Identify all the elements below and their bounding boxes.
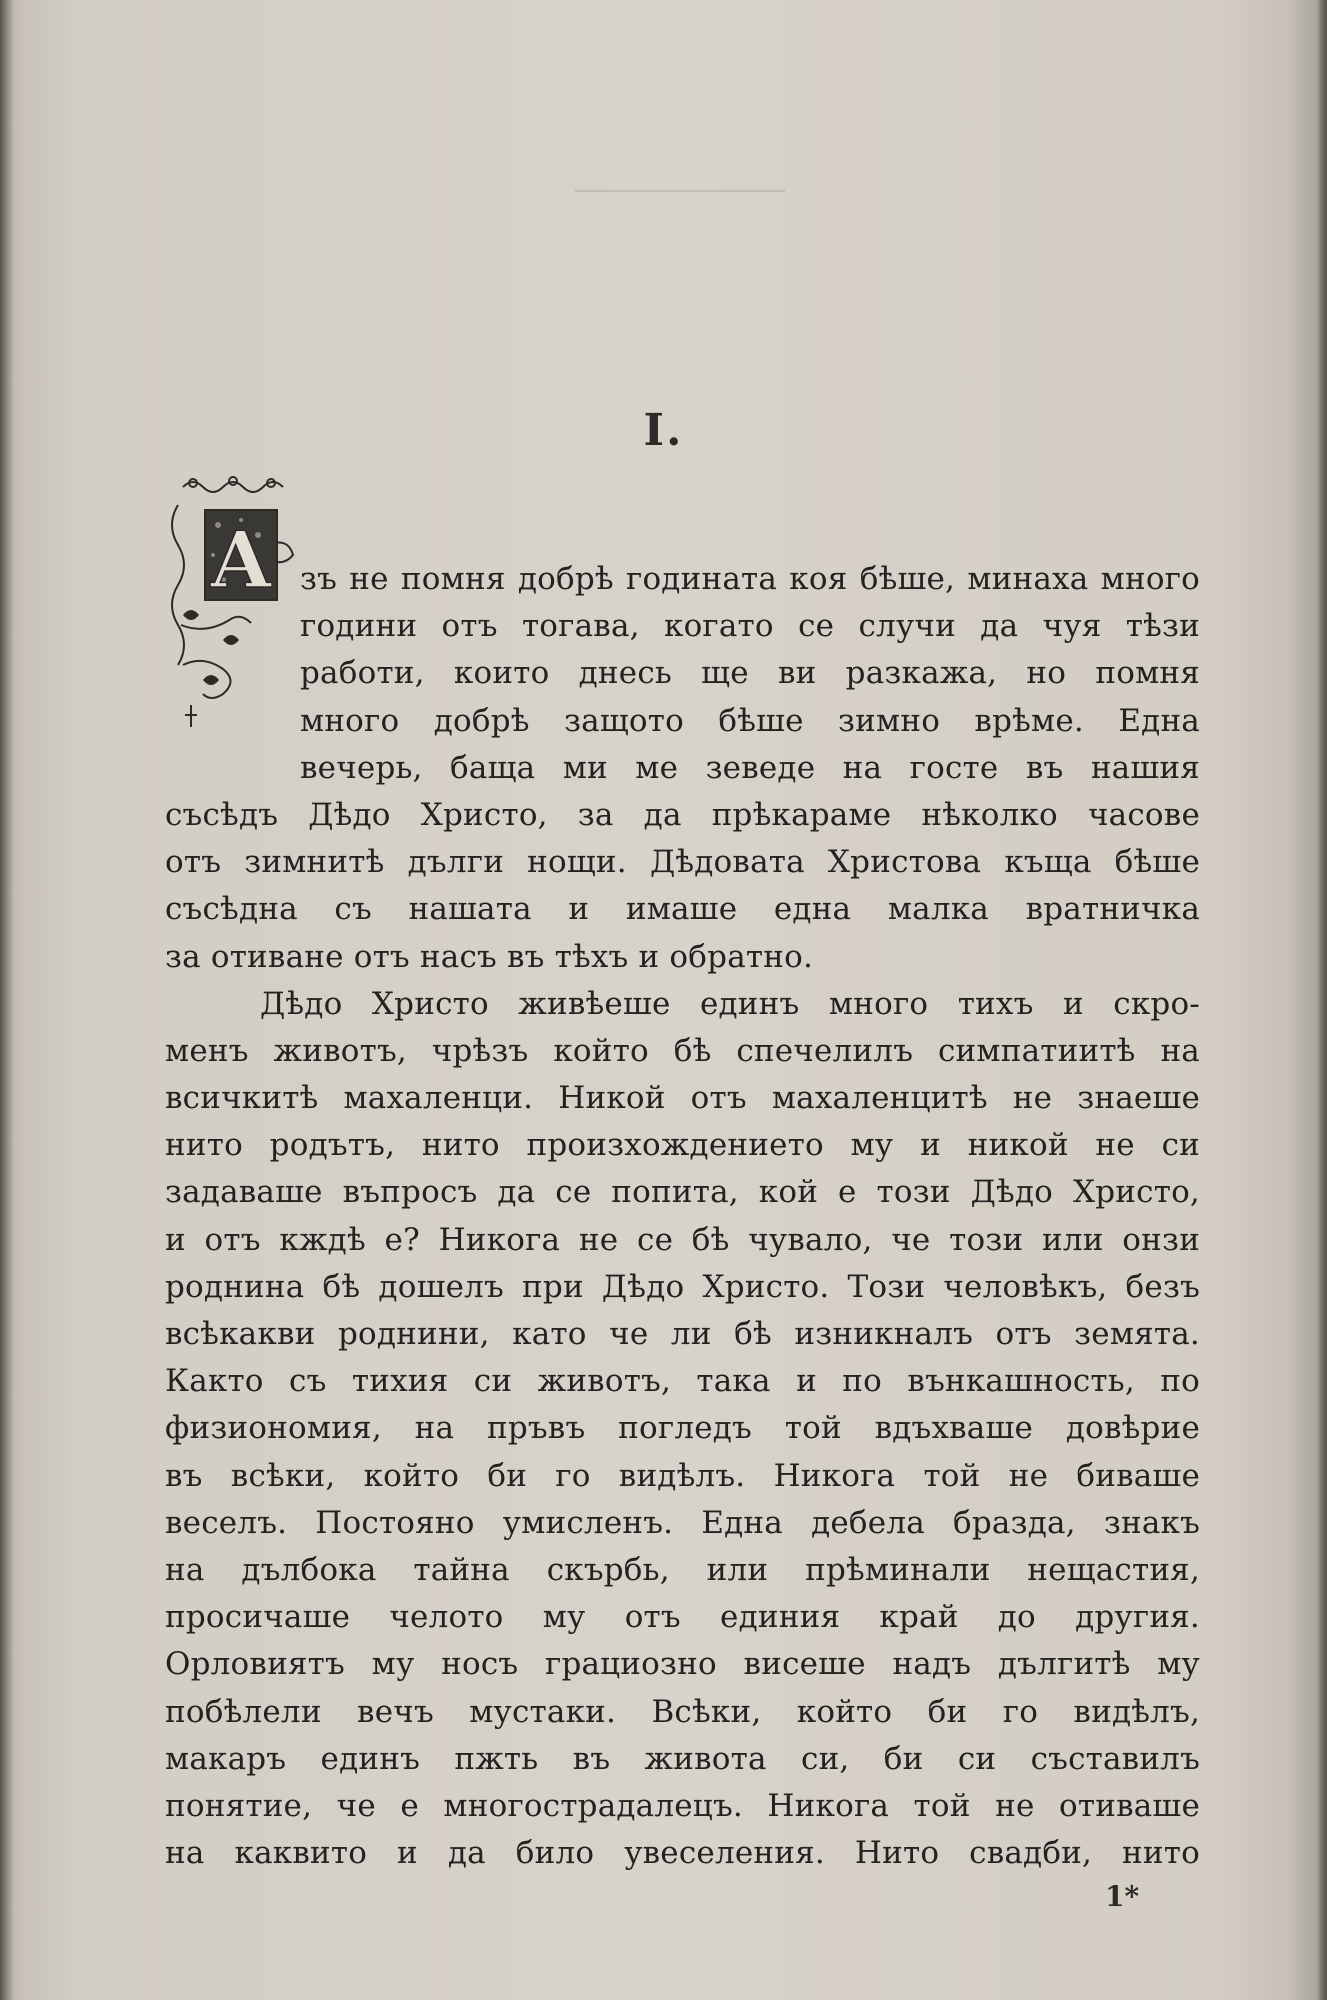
page-edge-shadow [1317, 0, 1327, 2000]
text-line: зъ не помня добрѣ годината коя бѣше, минаха много [300, 561, 1200, 597]
text-line: макаръ единъ пжть въ живота си, би си съставилъ [165, 1740, 1200, 1777]
svg-text:А: А [209, 515, 273, 606]
text-line: физиономия, на пръвъ погледъ той вдъхваше довѣрие [165, 1410, 1200, 1447]
text-line: всѣкакви роднини, като че ли бѣ изникналъ отъ земята. [165, 1316, 1200, 1352]
text-line: съсѣдъ Дѣдо Христо, за да прѣкараме нѣколко часове [165, 796, 1200, 833]
text-line: Орловиятъ му носъ грациозно висеше надъ дългитѣ му [165, 1646, 1200, 1683]
text-line: менъ животъ, чрѣзъ който бѣ спечелилъ симпатиитѣ на [165, 1032, 1200, 1069]
text-line: роднина бѣ дошелъ при Дѣдо Христо. Този человѣкъ, безъ [165, 1268, 1200, 1305]
text-line: всичкитѣ махаленци. Никой отъ махаленцитѣ не знаеше [165, 1080, 1200, 1117]
text-line: и отъ кждѣ е? Никога не се бѣ чувало, че този или онзи [165, 1221, 1200, 1258]
text-line: отъ зимнитѣ дълги нощи. Дѣдовата Христова къща бѣше [165, 844, 1200, 881]
text-line: години отъ тогава, когато се случи да чуя тѣзи [300, 608, 1200, 645]
faint-rule [575, 190, 785, 192]
text-line: съсѣдна съ нашата и имаше една малка вратничка [165, 891, 1200, 928]
body-text [165, 556, 1200, 1877]
text-line: задаваше въпросъ да се попита, кой е този Дѣдо Христо, [165, 1174, 1200, 1211]
chapter-number: I. [643, 405, 684, 456]
page-number: 1* [1105, 1880, 1140, 1913]
text-line: побѣлели вечъ мустаки. Всѣки, който би го видѣлъ, [165, 1693, 1200, 1730]
text-line: на каквито и да било увеселения. Нито свадби, нито [165, 1835, 1200, 1872]
text-line: веселъ. Постояно умисленъ. Една дебела бразда, знакъ [165, 1504, 1200, 1541]
text-line: Както съ тихия си животъ, така и по вънкашность, по [165, 1363, 1200, 1400]
text-line: за отиване отъ насъ въ тѣхъ и обратно. [165, 938, 814, 975]
text-line: просичаше челото му отъ единия край до другия. [165, 1599, 1200, 1636]
text-line: работи, които днесь ще ви разкажа, но помня [300, 655, 1200, 692]
book-spine-shadow [0, 0, 14, 2000]
text-line: понятие, че е многострадалецъ. Никога той не отиваше [165, 1787, 1200, 1824]
text-line: вечерь, баща ми ме зеведе на госте въ нашия [300, 749, 1200, 786]
text-line: нито родътъ, нито произхождението му и никой не си [165, 1127, 1200, 1164]
text-line: Дѣдо Христо живѣеше единъ много тихъ и скро- [260, 985, 1200, 1022]
text-line: въ всѣки, който би го видѣлъ. Никога той не биваше [165, 1457, 1200, 1494]
text-line: много добрѣ защото бѣше зимно врѣме. Една [300, 702, 1200, 739]
text-line: на дълбока тайна скърбь, или прѣминали нещастия, [165, 1551, 1200, 1588]
